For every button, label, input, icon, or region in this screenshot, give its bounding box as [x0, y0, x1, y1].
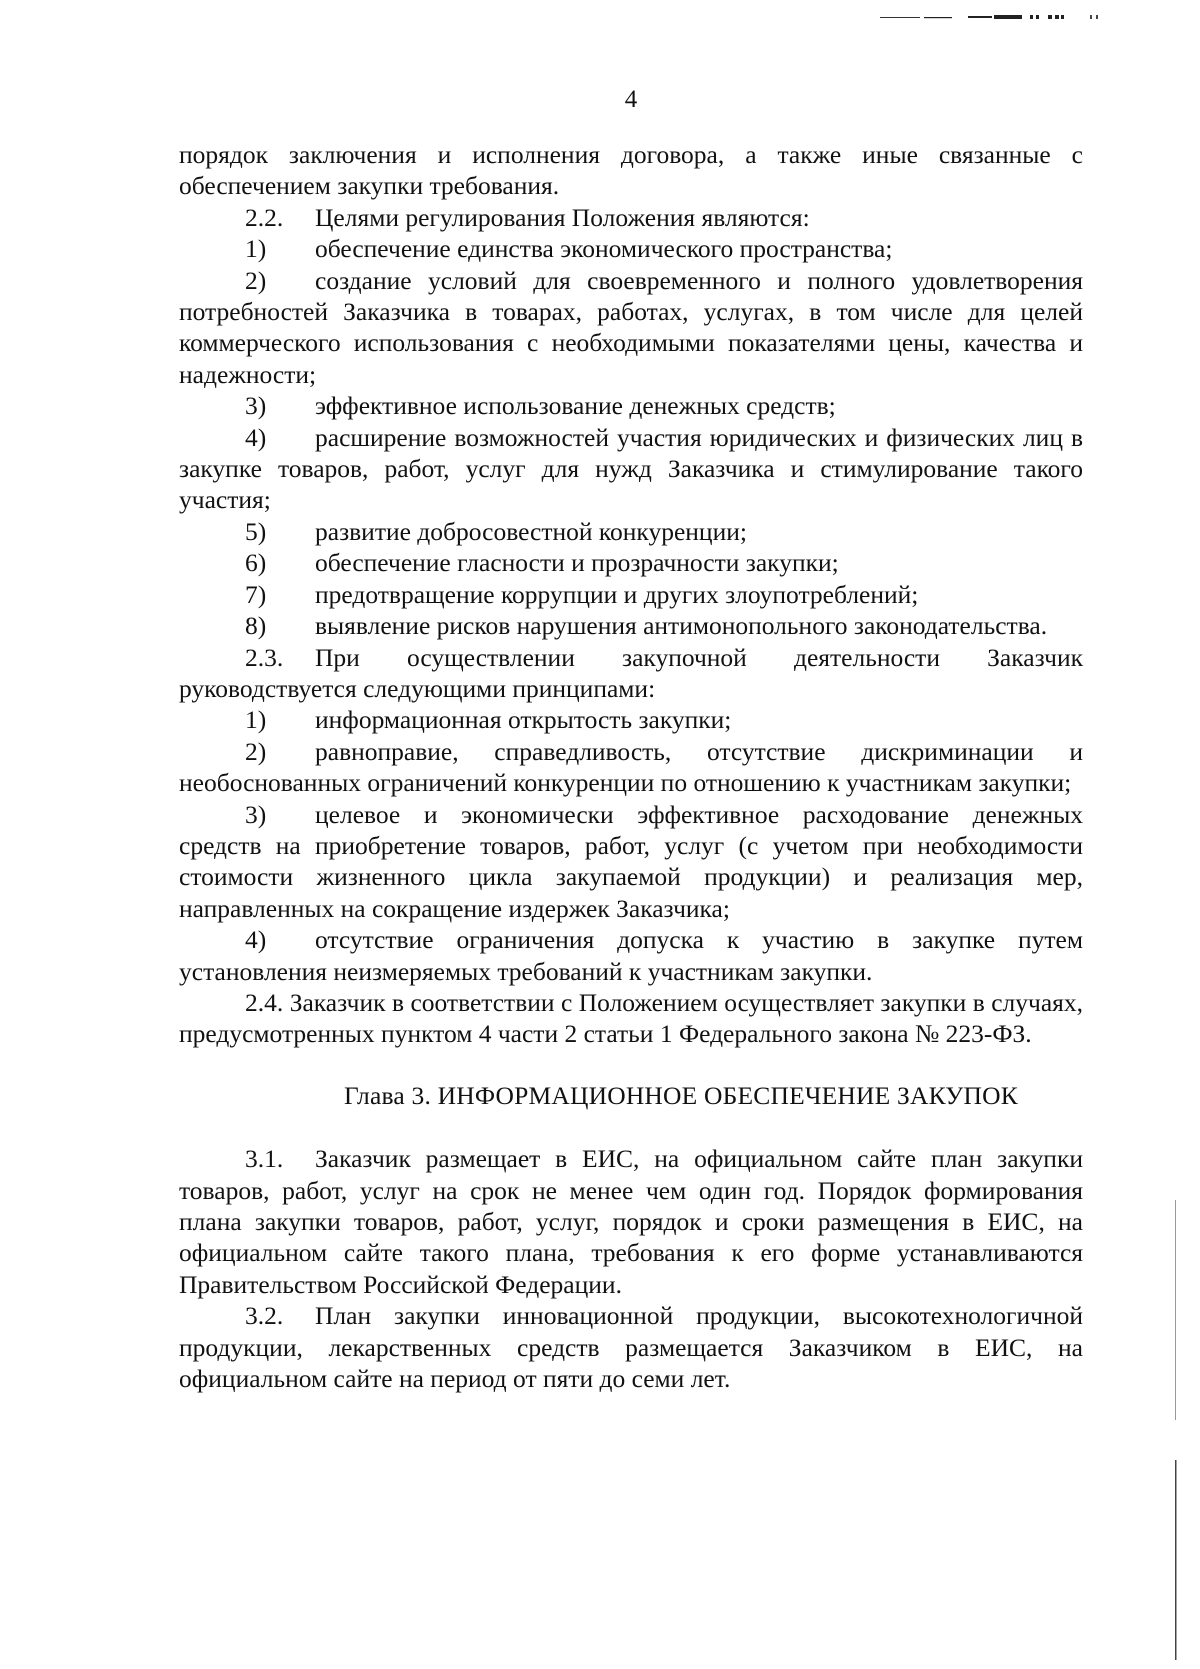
list-item: 5) развитие добросовестной конкуренции; — [245, 516, 747, 546]
clause-3-1 — [179, 1143, 1083, 1300]
clause-2-3 — [179, 642, 1083, 705]
page-number: 4 — [624, 86, 638, 113]
scan-edge-line — [1174, 1200, 1178, 1660]
list-item: 3) эффективное использование денежных средств; — [245, 391, 836, 421]
list-item: 6) обеспечение гласности и прозрачности закупки; — [245, 548, 839, 578]
clause-number: 3.2. — [245, 1301, 284, 1331]
document-body — [179, 139, 1083, 1394]
clause-number: 2.2. — [245, 202, 284, 232]
scan-artifact-marks — [880, 14, 1140, 20]
list-item: 2) равноправие, справедливость, отсутствие дискриминации и необоснованных ограничений конкуренции по отношению к участникам закупки; — [179, 736, 1083, 798]
clause-text: Целями регулирования Положения являются: — [315, 202, 810, 232]
clause-2-4: 2.4. Заказчик в соответствии с Положением осуществляет закупки в случаях, предусмотренных пунктом 4 части 2 статьи 1 Федерального закона № 223-ФЗ. — [179, 987, 1083, 1049]
chapter-title: Глава 3. ИНФОРМАЦИОННОЕ ОБЕСПЕЧЕНИЕ ЗАКУПОК — [344, 1080, 1018, 1110]
list-item: 3) целевое и экономически эффективное расходование денежных средств на приобретение товаров, работ, услуг (с учетом при необходимости стоимости жизненного цикла закупаемой продукции) и реализация мер, направленных на сокращение издержек Заказчика; — [179, 799, 1083, 923]
list-item: 7) предотвращение коррупции и других злоупотреблений; — [245, 579, 919, 609]
list-item: 8) выявление рисков нарушения антимонопольного законодательства. — [245, 611, 1048, 641]
principles-list — [179, 704, 1083, 987]
list-item: 1) обеспечение единства экономического пространства; — [245, 234, 893, 264]
list-item: 1) информационная открытость закупки; — [245, 705, 732, 735]
clause-number: 3.1. — [245, 1144, 284, 1174]
clause-text: План закупки инновационной продукции, высокотехнологичной продукции, лекарственных средств размещается Заказчиком в ЕИС, на официальном сайте на период от пяти до семи лет. — [179, 1301, 1083, 1394]
list-item: 2) создание условий для своевременного и полного удовлетворения потребностей Заказчика в товарах, работах, услугах, в том числе для целей коммерческого использования с необходимыми показателями цены, качества и надежности; — [179, 265, 1083, 389]
clause-text: Заказчик размещает в ЕИС, на официальном сайте план закупки товаров, работ, услуг на срок не менее чем один год. Порядок формирования плана закупки товаров, работ, услуг, порядок и сроки размещения в ЕИС, на официальном сайте такого плана, требования к его форме устанавливаются Правительством Российской Федерации. — [179, 1144, 1083, 1299]
list-item: 4) отсутствие ограничения допуска к участию в закупке путем установления неизмеряемых требований к участникам закупки. — [179, 925, 1083, 986]
continuation-paragraph: порядок заключения и исполнения договора, а также иные связанные с обеспечением закупки требования. — [179, 140, 1083, 201]
list-item: 4) расширение возможностей участия юридических и физических лиц в закупке товаров, работ, услуг для нужд Заказчика и стимулирование такого участия; — [179, 422, 1083, 515]
goals-list — [179, 233, 1083, 641]
clause-text: При осуществлении закупочной деятельности Заказчик руководствуется следующими принципами: — [179, 642, 1083, 703]
clause-number: 2.3. — [245, 642, 284, 672]
clause-3-2 — [179, 1300, 1083, 1394]
clause-2-2 — [179, 202, 1083, 233]
